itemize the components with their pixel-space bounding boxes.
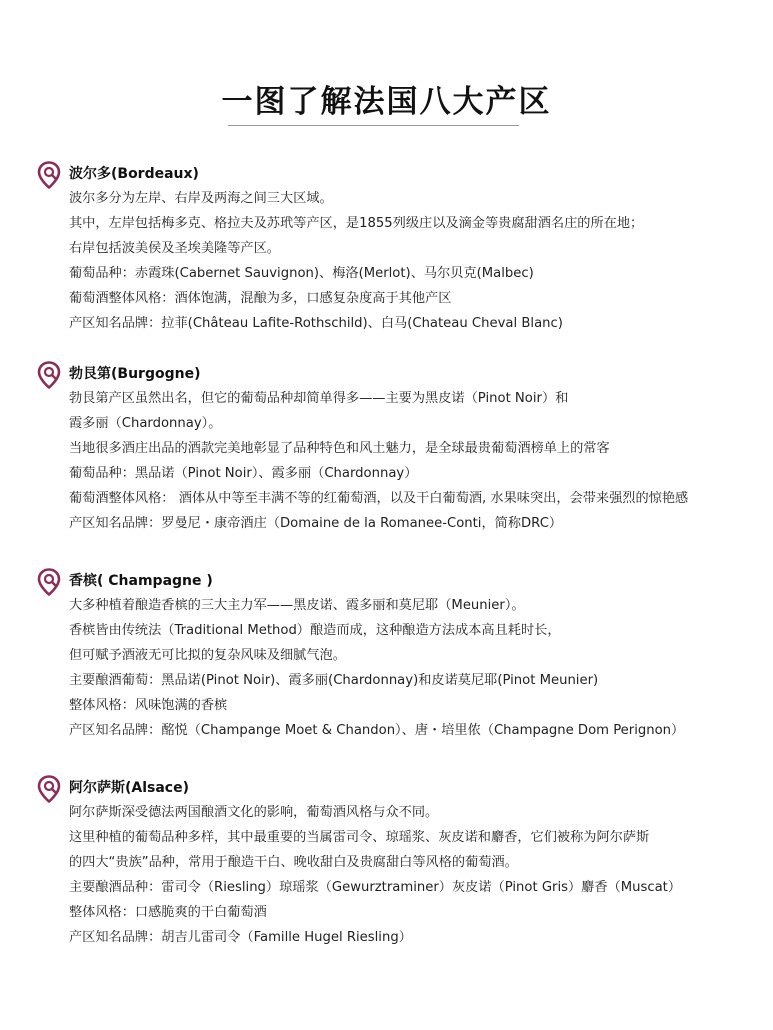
wine-style-line: 整体风格：风味饱满的香槟 xyxy=(69,698,228,713)
region-name: 波尔多(Bordeaux) xyxy=(69,166,199,182)
location-search-icon xyxy=(35,567,65,597)
description-line: 香槟皆由传统法（Traditional Method）酿造而成，这种酿造方法成本高且耗时长， xyxy=(69,623,561,638)
page-title: 一图了解法国八大产区 xyxy=(221,84,552,120)
region-description xyxy=(69,800,681,950)
region-description xyxy=(69,593,684,743)
famous-brands-line: 产区知名品牌：罗曼尼・康帝酒庄（Domaine de la Romanee-Conti，简称DRC） xyxy=(69,516,563,531)
famous-brands-line: 产区知名品牌：拉菲(Château Lafite-Rothschild)、白马(Chateau Cheval Blanc) xyxy=(69,316,563,331)
description-line: 其中，左岸包括梅多克、格拉夫及苏玳等产区，是1855列级庄以及滴金等贵腐甜酒名庄的所在地； xyxy=(69,216,644,231)
description-line: 勃艮第产区虽然出名，但它的葡萄品种却简单得多——主要为黑皮诺（Pinot Noir）和 xyxy=(69,391,569,406)
region-name: 阿尔萨斯(Alsace) xyxy=(69,780,190,796)
region-name: 勃艮第(Burgogne) xyxy=(69,366,201,382)
description-line: 当地很多酒庄出品的酒款完美地彰显了品种特色和风土魅力，是全球最贵葡萄酒榜单上的常客 xyxy=(69,441,610,456)
description-line: 阿尔萨斯深受德法两国酿酒文化的影响，葡萄酒风格与众不同。 xyxy=(69,805,439,820)
wine-style-line: 整体风格：口感脆爽的干白葡萄酒 xyxy=(69,905,267,920)
grape-varieties-line: 主要酿酒品种：雷司令（Riesling）琼瑶浆（Gewurztraminer）灰皮诺（Pinot Gris）麝香（Muscat） xyxy=(69,880,682,895)
description-line: 的四大“贵族”品种，常用于酿造干白、晚收甜白及贵腐甜白等风格的葡萄酒。 xyxy=(69,855,518,870)
famous-brands-line: 产区知名品牌：胡吉儿雷司令（Famille Hugel Riesling） xyxy=(69,930,412,945)
region-name: 香槟( Champagne ) xyxy=(69,573,213,589)
region-description xyxy=(69,386,688,536)
grape-varieties-line: 葡萄品种：黑品诺（Pinot Noir）、霞多丽（Chardonnay） xyxy=(69,466,418,481)
title-divider xyxy=(228,125,519,126)
location-search-icon xyxy=(35,360,65,390)
wine-style-line: 葡萄酒整体风格：酒体饱满，混酿为多，口感复杂度高于其他产区 xyxy=(69,291,452,306)
famous-brands-line: 产区知名品牌：酩悦（Champange Moet & Chandon）、唐・培里侬（Champagne Dom Perignon） xyxy=(69,723,685,738)
location-search-icon xyxy=(35,160,65,190)
grape-varieties-line: 主要酿酒葡萄：黑品诺(Pinot Noir)、霞多丽(Chardonnay)和皮诺莫尼耶(Pinot Meunier) xyxy=(69,673,599,688)
grape-varieties-line: 葡萄品种：赤霞珠(Cabernet Sauvignon)、梅洛(Merlot)、马尔贝克(Malbec) xyxy=(69,266,534,281)
location-search-icon xyxy=(35,774,65,804)
description-line: 右岸包括波美侯及圣埃美隆等产区。 xyxy=(69,241,280,256)
region-description xyxy=(69,186,643,336)
description-line: 霞多丽（Chardonnay）。 xyxy=(69,416,222,431)
description-line: 大多种植着酿造香槟的三大主力军——黑皮诺、霞多丽和莫尼耶（Meunier）。 xyxy=(69,598,525,613)
description-line: 波尔多分为左岸、右岸及两海之间三大区域。 xyxy=(69,191,333,206)
wine-style-line: 葡萄酒整体风格： 酒体从中等至丰满不等的红葡萄酒，以及干白葡萄酒, 水果味突出，会带来强烈的惊艳感 xyxy=(69,491,689,506)
description-line: 这里种植的葡萄品种多样，其中最重要的当属雷司令、琼瑶浆、灰皮诺和麝香，它们被称为阿尔萨斯 xyxy=(69,830,650,845)
description-line: 但可赋予酒液无可比拟的复杂风味及细腻气泡。 xyxy=(69,648,346,663)
